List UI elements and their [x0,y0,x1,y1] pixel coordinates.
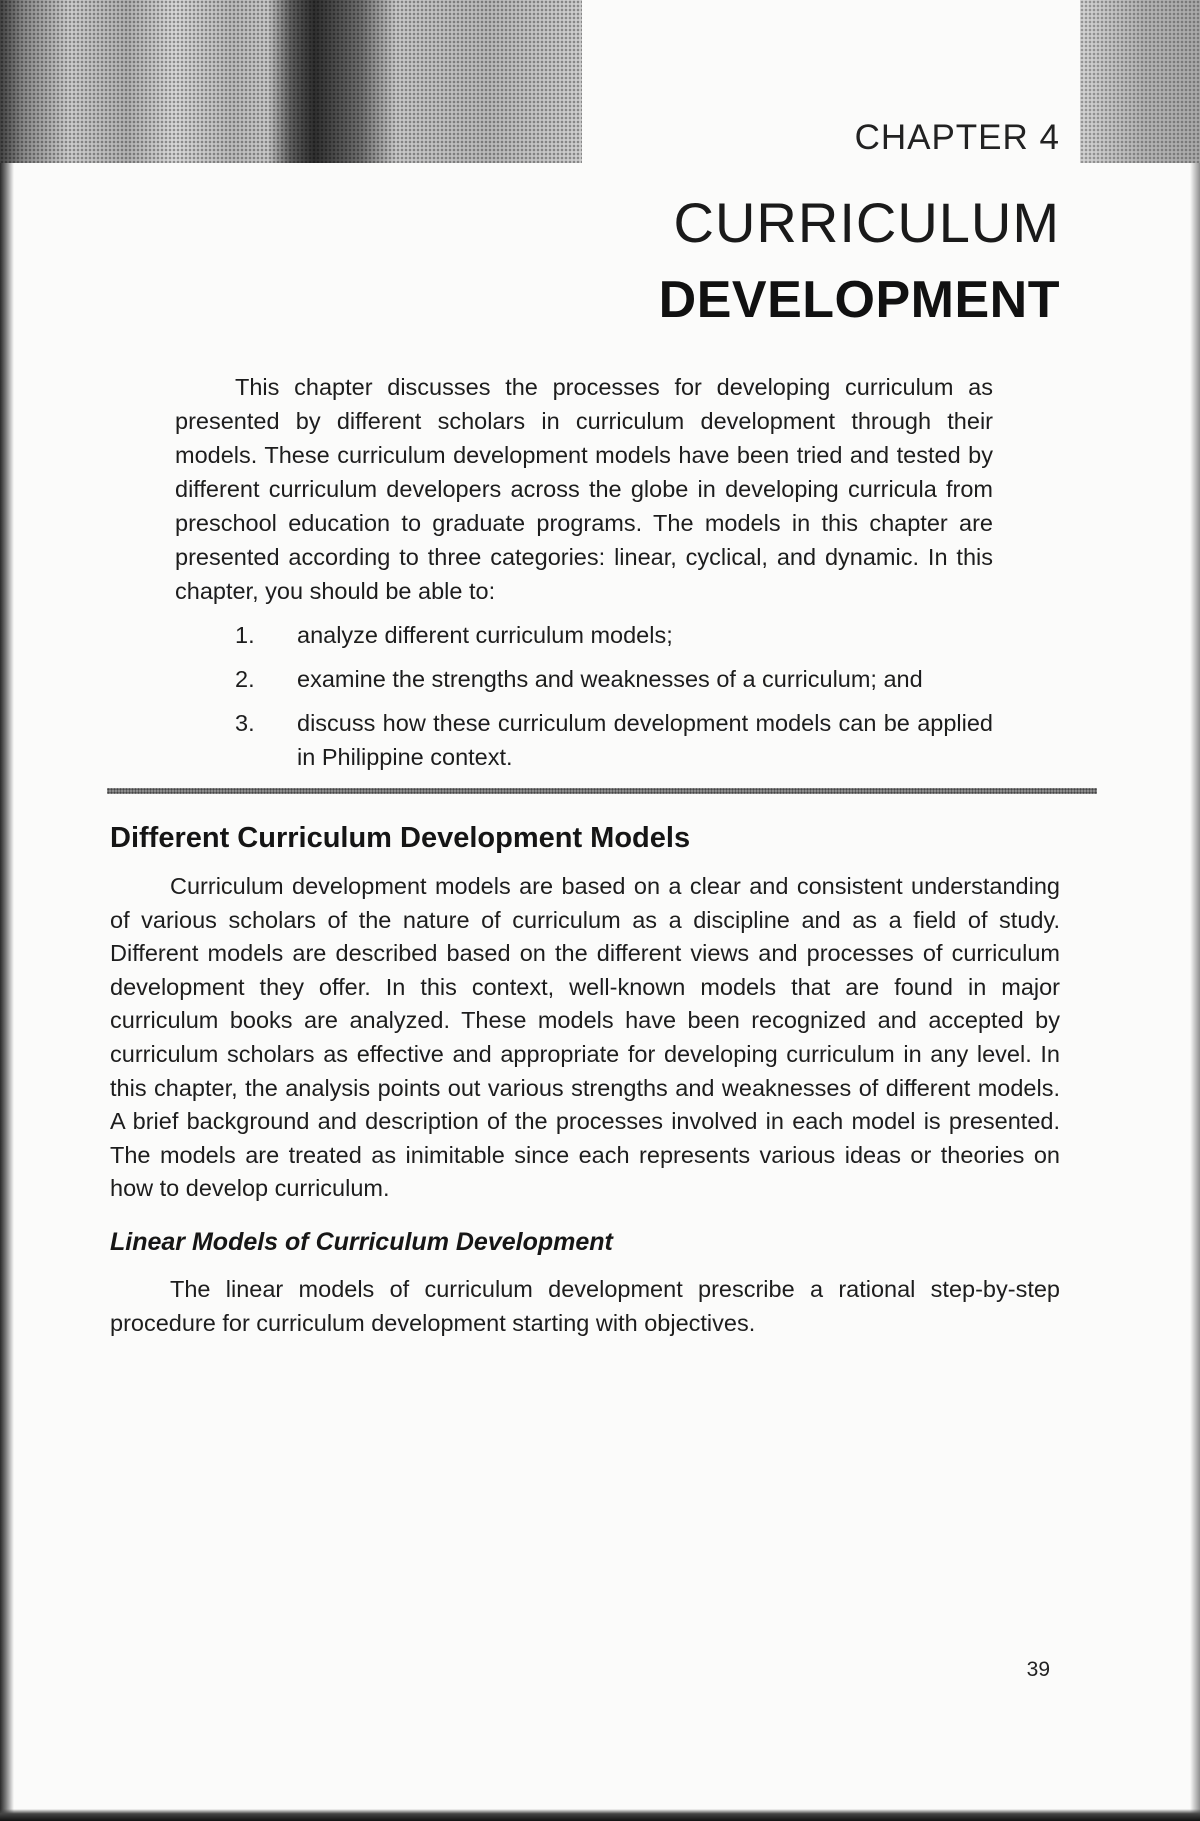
objective-text: discuss how these curriculum development models can be applied in Philippine context. [297,710,993,770]
section-divider [107,788,1097,794]
scan-right-edge [1190,0,1200,1821]
chapter-title-line1: CURRICULUM [673,191,1060,254]
chapter-header-band [0,0,582,163]
objectives-list [175,618,993,774]
objective-text: examine the strengths and weaknesses of a curriculum; and [297,666,923,692]
objective-item [175,706,993,774]
chapter-intro [175,370,993,774]
page-number: 39 [1026,1658,1050,1681]
scan-bottom-edge [0,1809,1200,1821]
intro-paragraph: This chapter discusses the processes for developing curriculum as presented by different scholars in curriculum development through their models. These curriculum development models have been tried and tested by different curriculum developers across the globe in developing curricula from preschool education to graduate programs. The models in this chapter are presented according to three categories: linear, cyclical, and dynamic. In this chapter, you should be able to: [175,374,993,604]
scan-left-edge [0,0,14,1821]
objective-item [175,662,993,696]
chapter-label: CHAPTER 4 [854,118,1060,157]
objective-number: 1. [235,622,255,648]
objective-number: 2. [235,666,255,692]
objective-text: analyze different curriculum models; [297,622,673,648]
objective-item [175,618,993,652]
subsection-body: The linear models of curriculum development prescribe a rational step-by-step procedure for curriculum development starting with objectives. [110,1276,1060,1336]
subsection-heading: Linear Models of Curriculum Development [110,1228,613,1256]
chapter-title-line2: DEVELOPMENT [658,271,1060,329]
chapter-header-corner [1080,0,1200,163]
objective-number: 3. [235,710,255,736]
section-body: Curriculum development models are based on a clear and consistent understanding of various scholars of the nature of curriculum as a discipline and as a field of study. Different models are described based on the different views and processes of curriculum development they offer. In this context, well-known models that are found in major curriculum books are analyzed. These models have been recognized and accepted by curriculum scholars as effective and appropriate for developing curriculum in any level. In this chapter, the analysis points out various strengths and weaknesses of different models. A brief background and description of the processes involved in each model is presented. The models are treated as inimitable since each represents various ideas or theories on how to develop curriculum. [110,873,1060,1202]
section-heading: Different Curriculum Development Models [110,822,691,854]
